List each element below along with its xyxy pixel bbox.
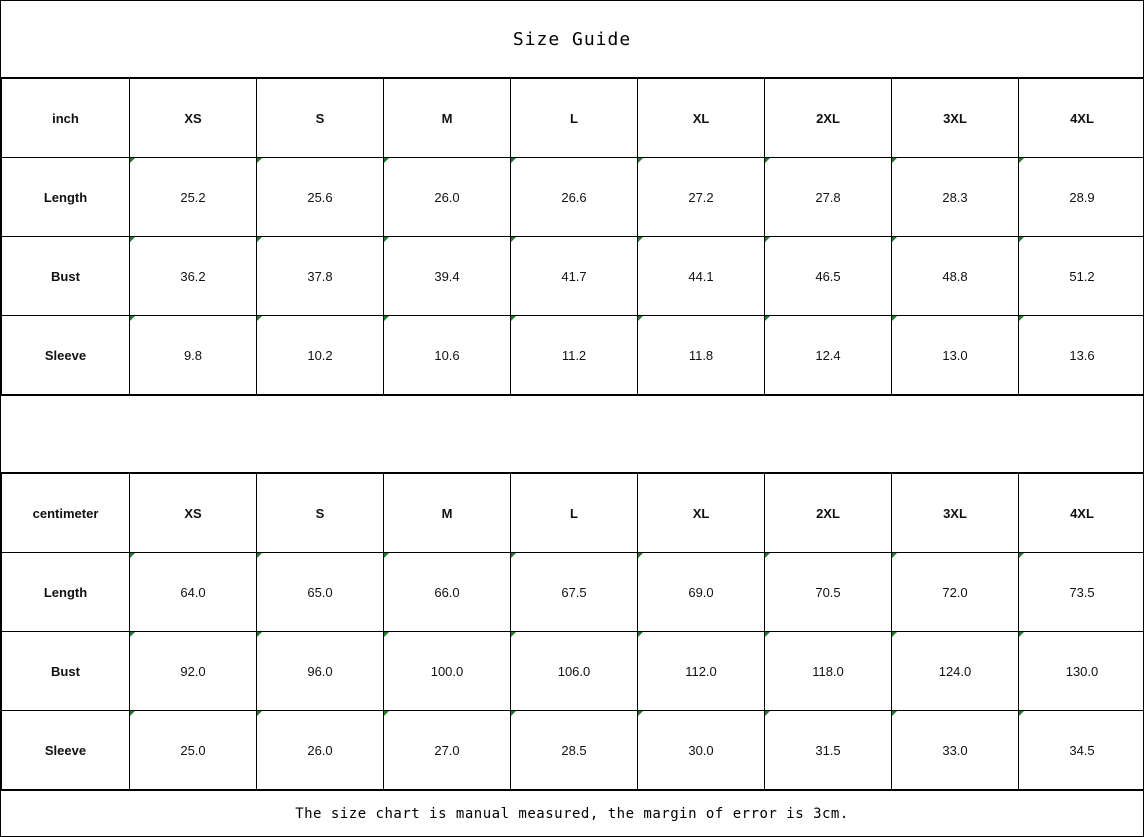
cell-cm-bust-s: 96.0 <box>257 632 384 711</box>
table-row <box>2 711 1144 790</box>
page-title-bar <box>1 1 1143 78</box>
inch-size-table <box>1 78 1144 395</box>
cell-inch-bust-2xl: 46.5 <box>765 237 892 316</box>
cell-cm-sleeve-xl: 30.0 <box>638 711 765 790</box>
cell-inch-bust-3xl: 48.8 <box>892 237 1019 316</box>
cell-inch-bust-xs: 36.2 <box>130 237 257 316</box>
table-row <box>2 158 1144 237</box>
footer-note-bar <box>1 791 1143 836</box>
column-header-3xl: 3XL <box>892 79 1019 158</box>
column-header-2xl: 2XL <box>765 474 892 553</box>
column-header-3xl: 3XL <box>892 474 1019 553</box>
table-row <box>2 316 1144 395</box>
column-header-4xl: 4XL <box>1019 474 1144 553</box>
cell-inch-sleeve-l: 11.2 <box>511 316 638 395</box>
unit-label-inch: inch <box>2 79 130 158</box>
unit-label-centimeter: centimeter <box>2 474 130 553</box>
cell-cm-bust-l: 106.0 <box>511 632 638 711</box>
centimeter-table-wrapper <box>1 473 1143 791</box>
cell-cm-sleeve-m: 27.0 <box>384 711 511 790</box>
cell-cm-sleeve-3xl: 33.0 <box>892 711 1019 790</box>
row-label-length: Length <box>2 158 130 237</box>
cell-cm-sleeve-l: 28.5 <box>511 711 638 790</box>
cell-cm-length-3xl: 72.0 <box>892 553 1019 632</box>
inch-table-wrapper <box>1 78 1143 396</box>
column-header-m: M <box>384 474 511 553</box>
column-header-s: S <box>257 79 384 158</box>
cell-cm-length-4xl: 73.5 <box>1019 553 1144 632</box>
row-label-length: Length <box>2 553 130 632</box>
cell-inch-bust-l: 41.7 <box>511 237 638 316</box>
column-header-xl: XL <box>638 79 765 158</box>
cell-inch-sleeve-m: 10.6 <box>384 316 511 395</box>
column-header-s: S <box>257 474 384 553</box>
cell-inch-length-4xl: 28.9 <box>1019 158 1144 237</box>
cell-inch-sleeve-3xl: 13.0 <box>892 316 1019 395</box>
cell-inch-sleeve-xl: 11.8 <box>638 316 765 395</box>
table-separator <box>1 396 1143 473</box>
page-title: Size Guide <box>512 28 632 50</box>
column-header-xs: XS <box>130 474 257 553</box>
cell-cm-length-xs: 64.0 <box>130 553 257 632</box>
column-header-l: L <box>511 79 638 158</box>
cell-inch-length-xs: 25.2 <box>130 158 257 237</box>
cell-inch-bust-xl: 44.1 <box>638 237 765 316</box>
footer-note: The size chart is manual measured, the margin of error is 3cm. <box>295 805 849 822</box>
cell-inch-sleeve-2xl: 12.4 <box>765 316 892 395</box>
cell-cm-length-m: 66.0 <box>384 553 511 632</box>
cell-inch-length-m: 26.0 <box>384 158 511 237</box>
cell-cm-bust-m: 100.0 <box>384 632 511 711</box>
column-header-2xl: 2XL <box>765 79 892 158</box>
column-header-4xl: 4XL <box>1019 79 1144 158</box>
column-header-l: L <box>511 474 638 553</box>
cell-cm-bust-3xl: 124.0 <box>892 632 1019 711</box>
cell-inch-length-2xl: 27.8 <box>765 158 892 237</box>
cell-cm-length-s: 65.0 <box>257 553 384 632</box>
table-row <box>2 553 1144 632</box>
cell-inch-bust-m: 39.4 <box>384 237 511 316</box>
cell-cm-bust-4xl: 130.0 <box>1019 632 1144 711</box>
cell-cm-sleeve-xs: 25.0 <box>130 711 257 790</box>
column-header-xl: XL <box>638 474 765 553</box>
column-header-xs: XS <box>130 79 257 158</box>
cell-cm-length-l: 67.5 <box>511 553 638 632</box>
row-label-sleeve: Sleeve <box>2 316 130 395</box>
cell-inch-length-s: 25.6 <box>257 158 384 237</box>
cell-inch-bust-4xl: 51.2 <box>1019 237 1144 316</box>
table-row <box>2 237 1144 316</box>
cell-inch-length-xl: 27.2 <box>638 158 765 237</box>
cell-inch-sleeve-xs: 9.8 <box>130 316 257 395</box>
cell-inch-length-3xl: 28.3 <box>892 158 1019 237</box>
cell-cm-length-2xl: 70.5 <box>765 553 892 632</box>
row-label-bust: Bust <box>2 632 130 711</box>
cell-cm-sleeve-4xl: 34.5 <box>1019 711 1144 790</box>
row-label-bust: Bust <box>2 237 130 316</box>
cell-cm-bust-xs: 92.0 <box>130 632 257 711</box>
cell-inch-sleeve-s: 10.2 <box>257 316 384 395</box>
cell-inch-sleeve-4xl: 13.6 <box>1019 316 1144 395</box>
column-header-m: M <box>384 79 511 158</box>
table-header-row <box>2 474 1144 553</box>
cell-cm-bust-xl: 112.0 <box>638 632 765 711</box>
cell-cm-sleeve-2xl: 31.5 <box>765 711 892 790</box>
row-label-sleeve: Sleeve <box>2 711 130 790</box>
cell-inch-length-l: 26.6 <box>511 158 638 237</box>
cell-cm-length-xl: 69.0 <box>638 553 765 632</box>
table-header-row <box>2 79 1144 158</box>
cell-inch-bust-s: 37.8 <box>257 237 384 316</box>
table-row <box>2 632 1144 711</box>
centimeter-size-table <box>1 473 1144 790</box>
cell-cm-bust-2xl: 118.0 <box>765 632 892 711</box>
cell-cm-sleeve-s: 26.0 <box>257 711 384 790</box>
